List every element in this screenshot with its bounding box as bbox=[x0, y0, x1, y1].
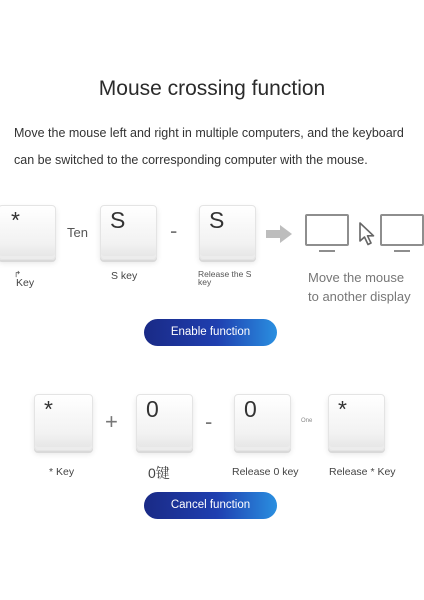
release-s-key-label-2: key bbox=[198, 277, 212, 287]
asterisk-key-2 bbox=[34, 394, 93, 451]
ten-text: Ten bbox=[67, 225, 88, 240]
zero-key bbox=[136, 394, 193, 451]
turn-arrow-icon: ↱ bbox=[14, 269, 22, 279]
release-s-key-label-1: Release the S bbox=[198, 269, 252, 279]
zero-key-label: 0键 bbox=[148, 465, 170, 481]
monitor-icon bbox=[305, 214, 349, 246]
one-text: One bbox=[301, 418, 313, 424]
caption-line-1: Move the mouse bbox=[308, 270, 405, 285]
plus-sign: + bbox=[105, 409, 118, 434]
asterisk-key-glyph: * bbox=[11, 207, 20, 233]
right-arrow-icon bbox=[266, 225, 292, 243]
description-line-2: can be switched to the corresponding computer with the mouse. bbox=[14, 153, 368, 167]
release-asterisk-key-glyph: * bbox=[338, 396, 347, 422]
asterisk-key bbox=[0, 205, 56, 260]
s-key-glyph: S bbox=[110, 207, 126, 233]
asterisk-key-2-label: * Key bbox=[49, 466, 75, 478]
release-s-key bbox=[199, 205, 256, 260]
s-key bbox=[100, 205, 157, 260]
mouse-cursor-icon bbox=[358, 222, 376, 246]
enable-function-button[interactable]: Enable function bbox=[144, 319, 277, 346]
s-key-label: S key bbox=[111, 270, 138, 282]
release-asterisk-key bbox=[328, 394, 385, 451]
page-title: Mouse crossing function bbox=[98, 77, 326, 100]
description-line-1: Move the mouse left and right in multiple computers, and the keyboard bbox=[14, 126, 404, 140]
minus-sign-2: - bbox=[205, 409, 213, 434]
zero-key-glyph: 0 bbox=[146, 396, 159, 422]
release-asterisk-key-label: Release * Key bbox=[329, 466, 396, 478]
release-s-key-glyph: S bbox=[209, 207, 225, 233]
asterisk-key-2-glyph: * bbox=[44, 396, 53, 422]
minus-sign: - bbox=[170, 218, 178, 243]
asterisk-key-label: Key bbox=[16, 277, 35, 289]
monitor-icon bbox=[380, 214, 424, 246]
release-zero-key-label: Release 0 key bbox=[232, 466, 299, 478]
caption-line-2: to another display bbox=[308, 289, 411, 304]
release-zero-key-glyph: 0 bbox=[244, 396, 257, 422]
release-zero-key bbox=[234, 394, 291, 451]
cancel-function-button[interactable]: Cancel function bbox=[144, 492, 277, 519]
